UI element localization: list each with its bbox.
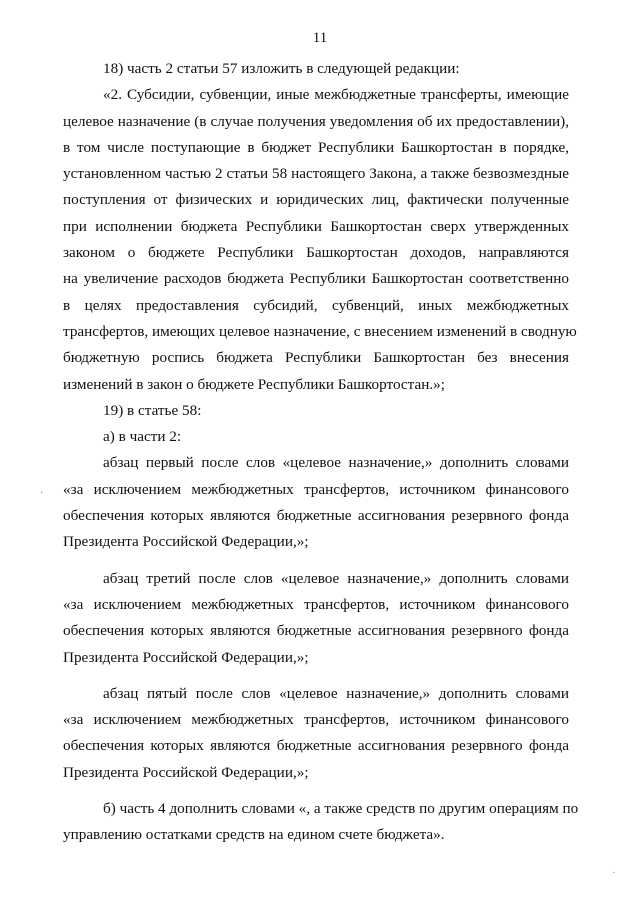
item-19-sub-a xyxy=(63,424,569,450)
text-line: а) в части 2: xyxy=(103,428,182,446)
text-line: поступления от физических и юридических лиц, фактически полученные xyxy=(63,191,569,209)
text-line: обеспечения которых являются бюджетные ассигнования резервного фонда xyxy=(63,622,569,640)
text-line: управлению остатками средств на едином счете бюджета». xyxy=(63,826,445,844)
item-19-sub-b xyxy=(63,796,579,849)
text-line: «2. Субсидии, субвенции, иные межбюджетные трансферты, имеющие xyxy=(103,86,569,104)
text-line: Президента Российской Федерации,»; xyxy=(63,533,309,551)
page-number: 11 xyxy=(312,30,328,46)
text-line: в целях предоставления субсидий, субвенций, иных межбюджетных xyxy=(63,296,569,314)
text-line: Президента Российской Федерации,»; xyxy=(63,648,309,666)
text-line: обеспечения которых являются бюджетные ассигнования резервного фонда xyxy=(63,737,569,755)
paragraph-one-amendment xyxy=(63,450,569,555)
item-19-heading xyxy=(63,398,569,424)
document-body xyxy=(63,56,579,849)
text-line: при исполнении бюджета Республики Башкортостан сверх утвержденных xyxy=(63,217,569,235)
paragraph-five-amendment xyxy=(63,681,569,786)
text-line: «за исключением межбюджетных трансфертов, источником финансового xyxy=(63,595,569,613)
text-line: обеспечения которых являются бюджетные ассигнования резервного фонда xyxy=(63,507,569,525)
text-line: установленном частью 2 статьи 58 настоящего Закона, а также безвозмездные xyxy=(63,165,569,183)
text-line: трансфертов, имеющих целевое назначение, с внесением изменений в сводную xyxy=(63,322,577,340)
item-18-quoted-paragraph xyxy=(63,82,577,398)
text-line: б) часть 4 дополнить словами «, а также средств по другим операциям по xyxy=(103,800,579,818)
text-line: абзац первый после слов «целевое назначение,» дополнить словами xyxy=(103,454,569,472)
text-line: «за исключением межбюджетных трансфертов, источником финансового xyxy=(63,711,569,729)
text-line: целевое назначение (в случае получения уведомления об их предоставлении), xyxy=(63,112,569,130)
item-18-heading xyxy=(63,56,569,82)
text-line: бюджетную роспись бюджета Республики Башкортостан без внесения xyxy=(63,349,569,367)
text-line: изменений в закон о бюджете Республики Башкортостан.»; xyxy=(63,375,445,393)
text-line: Президента Российской Федерации,»; xyxy=(63,763,309,781)
paragraph-three-amendment xyxy=(63,566,569,671)
text-line: абзац третий после слов «целевое назначение,» дополнить словами xyxy=(103,569,569,587)
text-line: 19) в статье 58: xyxy=(103,401,202,419)
text-line: в том числе поступающие в бюджет Республики Башкортостан в порядке, xyxy=(63,138,569,156)
text-line: «за исключением межбюджетных трансфертов, источником финансового xyxy=(63,480,569,498)
scan-speck: · xyxy=(612,868,616,879)
scan-speck: · xyxy=(40,488,44,499)
text-line: на увеличение расходов бюджета Республики Башкортостан соответственно xyxy=(63,270,569,288)
text-line: законом о бюджете Республики Башкортостан доходов, направляются xyxy=(63,244,569,262)
text-line: 18) часть 2 статьи 57 изложить в следующей редакции: xyxy=(103,60,460,77)
text-line: абзац пятый после слов «целевое назначение,» дополнить словами xyxy=(103,684,569,702)
